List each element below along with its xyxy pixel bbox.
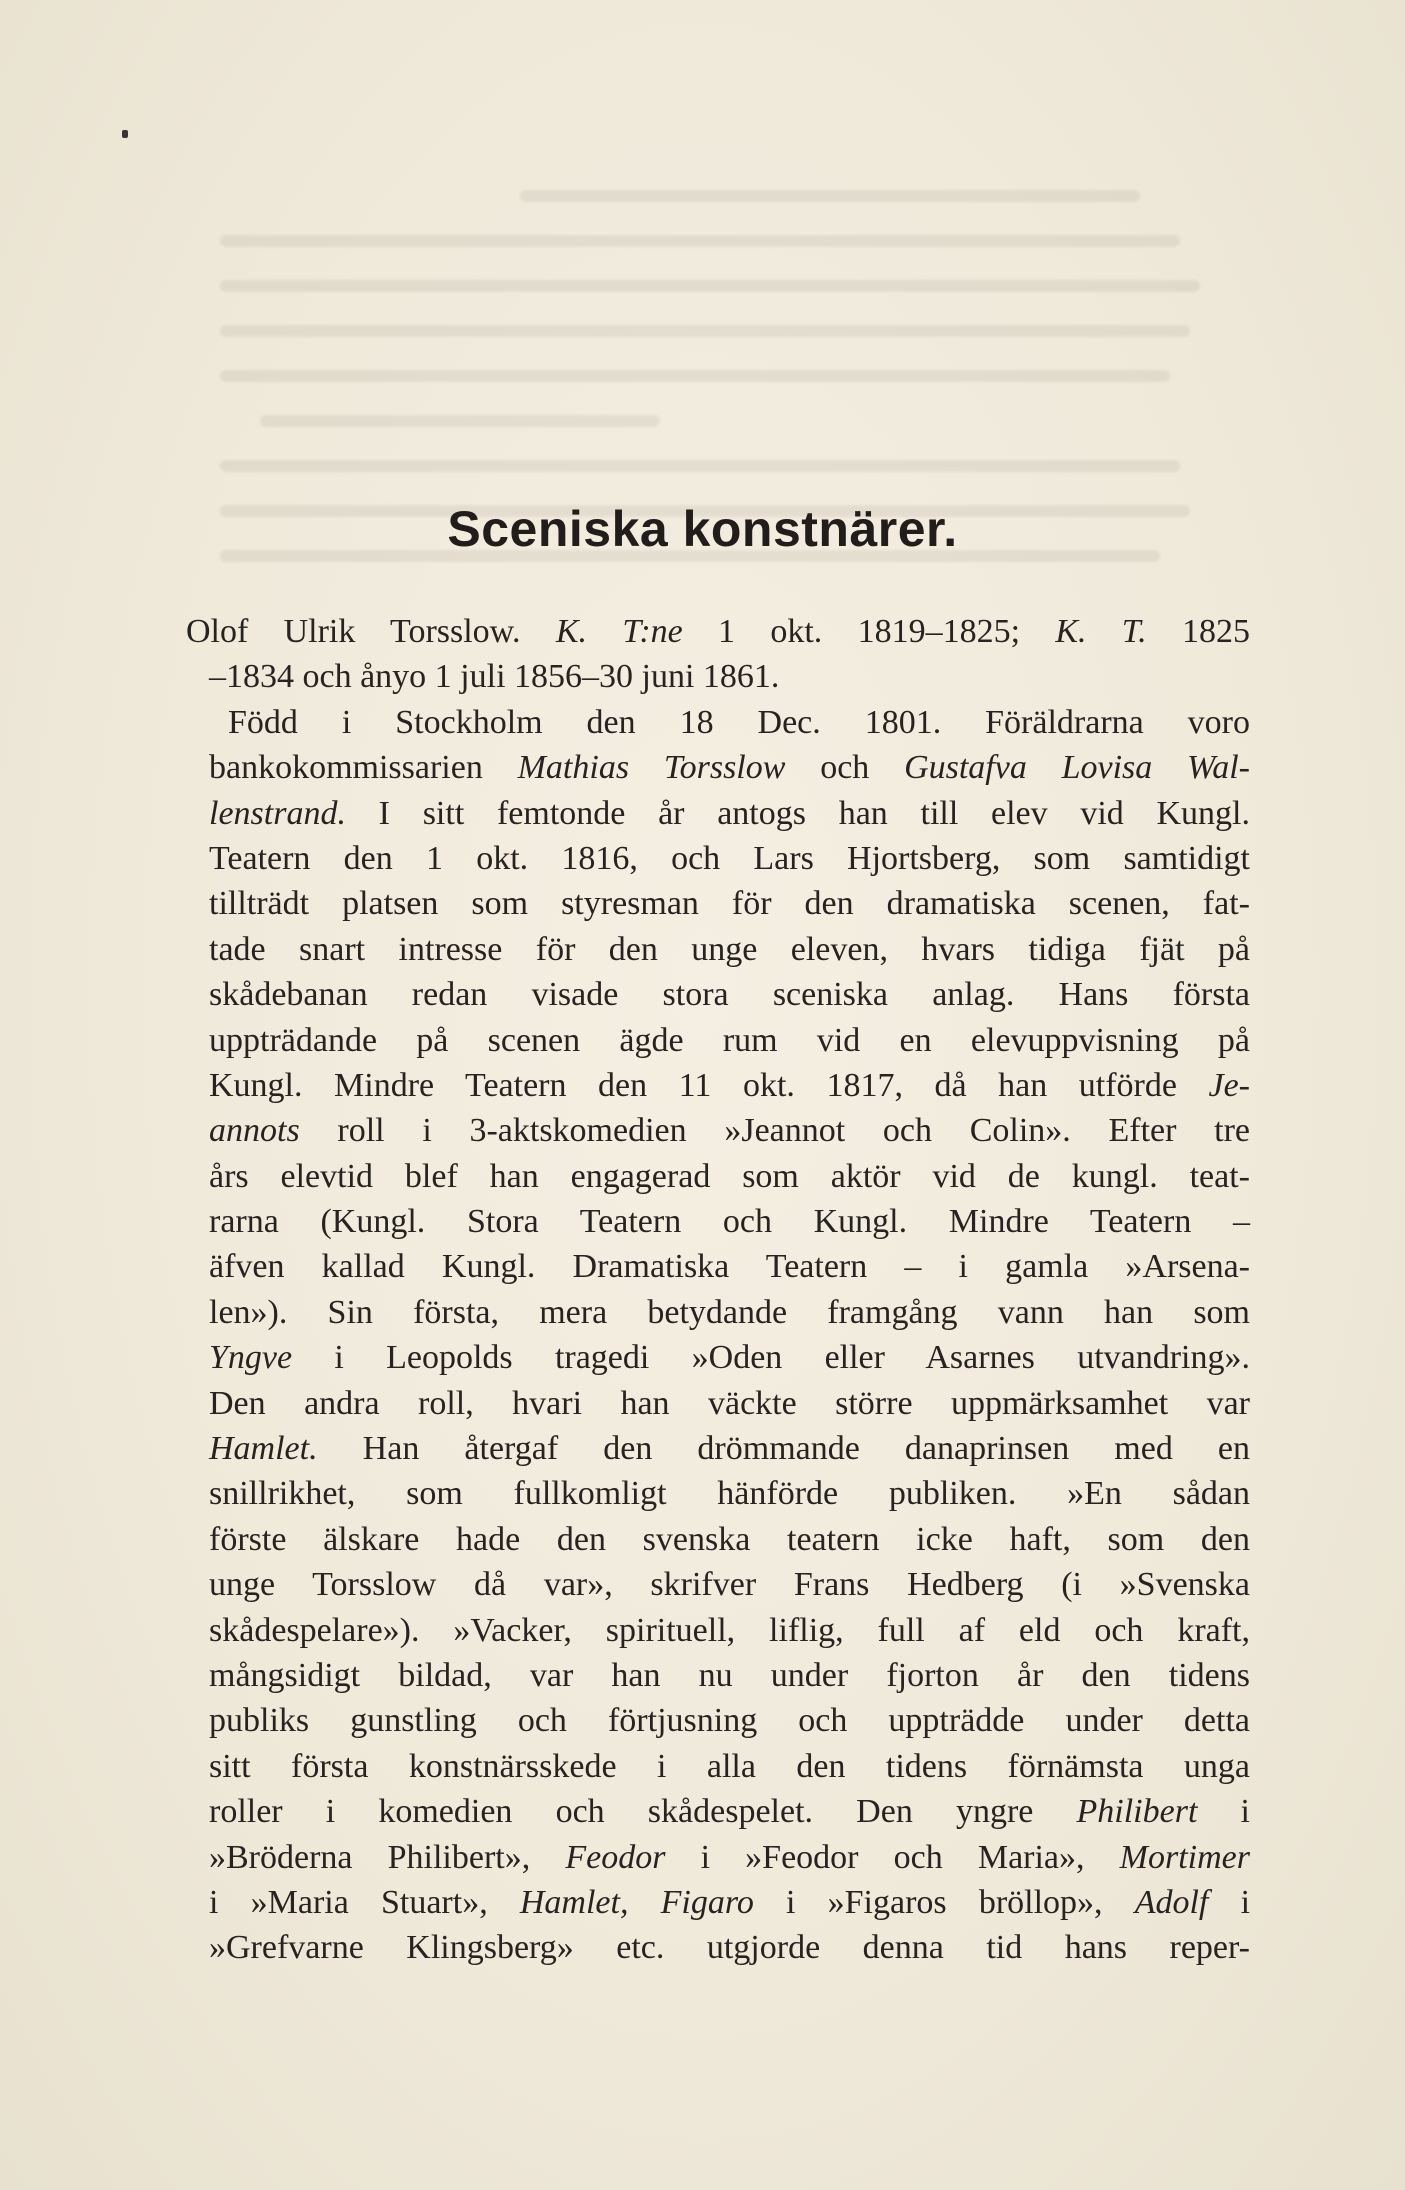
text-line: uppträdande på scenen ägde rum vid en elevuppvisning på (209, 1021, 1250, 1059)
page-title: Sceniska konstnärer. (447, 501, 958, 557)
text-line: tade snart intresse för den unge eleven, hvars tidiga fjät på (209, 930, 1250, 968)
text-line: annots roll i 3-aktskomedien »Jeannot och Colin». Efter tre (209, 1112, 1250, 1150)
margin-mark (122, 130, 128, 138)
text-line: len»). Sin första, mera betydande framgång vann han som (209, 1293, 1250, 1331)
text-line: publiks gunstling och förtjusning och uppträdde under detta (209, 1702, 1250, 1740)
body-text (186, 609, 1250, 1971)
text-line: »Grefvarne Klingsberg» etc. utgjorde denna tid hans reper- (209, 1929, 1250, 1967)
text-line: roller i komedien och skådespelet. Den yngre Philibert i (209, 1793, 1250, 1831)
text-line: Den andra roll, hvari han väckte större uppmärksamhet var (209, 1384, 1250, 1422)
text-line: Yngve i Leopolds tragedi »Oden eller Asarnes utvandring». (209, 1339, 1250, 1377)
text-line: bankokommissarien Mathias Torsslow och Gustafva Lovisa Wal- (209, 749, 1251, 787)
text-line: förste älskare hade den svenska teatern icke haft, som den (209, 1520, 1250, 1558)
text-line: i »Maria Stuart», Hamlet, Figaro i »Figaros bröllop», Adolf i (209, 1883, 1251, 1921)
text-line: äfven kallad Kungl. Dramatiska Teatern – i gamla »Arsena- (209, 1248, 1250, 1286)
text-line: sitt första konstnärsskede i alla den tidens förnämsta unga (209, 1747, 1250, 1785)
text-line: snillrikhet, som fullkomligt hänförde publiken. »En sådan (209, 1475, 1250, 1513)
text-line: skådespelare»). »Vacker, spirituell, liflig, full af eld och kraft, (209, 1611, 1250, 1649)
text-line: mångsidigt bildad, var han nu under fjorton år den tidens (209, 1656, 1250, 1694)
text-line: Olof Ulrik Torsslow. K. T:ne 1 okt. 1819–1825; K. T. 1825 (186, 613, 1250, 650)
text-line: Teatern den 1 okt. 1816, och Lars Hjortsberg, som samtidigt (209, 839, 1250, 877)
text-line: lenstrand. I sitt femtonde år antogs han till elev vid Kungl. (209, 794, 1250, 832)
text-line: skådebanan redan visade stora sceniska anlag. Hans första (209, 976, 1250, 1014)
text-line: Född i Stockholm den 18 Dec. 1801. Föräldrarna voro (228, 703, 1250, 741)
text-line: Hamlet. Han återgaf den drömmande danaprinsen med en (209, 1430, 1250, 1468)
text-line: rarna (Kungl. Stora Teatern och Kungl. Mindre Teatern – (209, 1203, 1250, 1241)
text-line: tillträdt platsen som styresman för den dramatiska scenen, fat- (209, 885, 1250, 923)
text-line: »Bröderna Philibert», Feodor i »Feodor och Maria», Mortimer (209, 1838, 1250, 1876)
text-line: års elevtid blef han engagerad som aktör vid de kungl. teat- (209, 1157, 1250, 1195)
text-line: –1834 och ånyo 1 juli 1856–30 juni 1861. (209, 658, 780, 696)
text-line: Kungl. Mindre Teatern den 11 okt. 1817, då han utförde Je- (209, 1066, 1250, 1104)
text-line: unge Torsslow då var», skrifver Frans Hedberg (i »Svenska (209, 1566, 1250, 1604)
